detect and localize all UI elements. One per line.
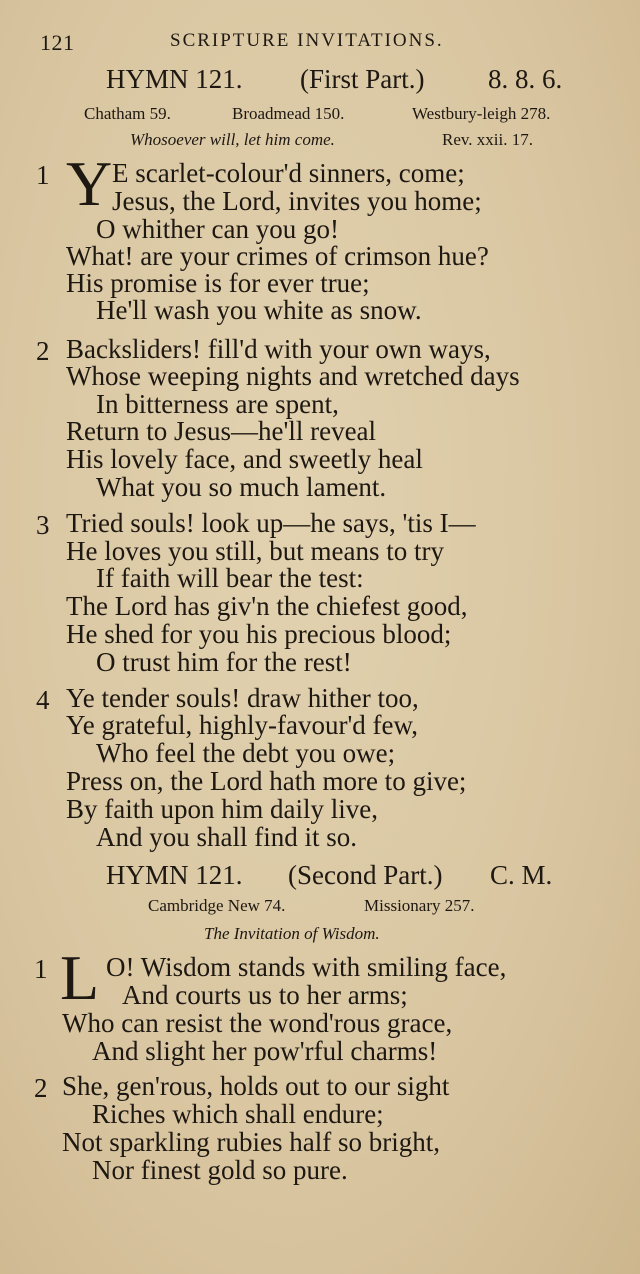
verse-line: Who feel the debt you owe; xyxy=(96,738,396,768)
verse-line: If faith will bear the test: xyxy=(96,563,364,593)
verse-line: O trust him for the rest! xyxy=(96,647,352,677)
verse-line: Ye tender souls! draw hither too, xyxy=(66,683,419,713)
page-number: 121 xyxy=(40,30,75,55)
hymn1-reference: Rev. xxii. 17. xyxy=(442,130,533,149)
hymn1-tune: Chatham 59. xyxy=(84,104,171,123)
verse-line: O whither can you go! xyxy=(96,214,339,244)
stanza-number: 2 xyxy=(34,1073,48,1103)
verse-line: His lovely face, and sweetly heal xyxy=(66,444,423,474)
hymn2-tune: Missionary 257. xyxy=(364,896,475,915)
hymn1-tune: Westbury-leigh 278. xyxy=(412,104,551,123)
drop-cap: L xyxy=(60,942,100,1013)
stanza-number: 4 xyxy=(36,685,50,715)
verse-line: He loves you still, but means to try xyxy=(66,536,444,566)
verse-line: Nor finest gold so pure. xyxy=(92,1155,348,1185)
verse-line: E scarlet-colour'd sinners, come; xyxy=(112,158,465,188)
hymn2-title: HYMN 121. xyxy=(106,860,243,890)
verse-line: His promise is for ever true; xyxy=(66,268,370,298)
verse-line: He shed for you his precious blood; xyxy=(66,619,452,649)
verse-line: What you so much lament. xyxy=(96,472,387,502)
verse-line: Jesus, the Lord, invites you home; xyxy=(112,186,482,216)
hymn2-tune: Cambridge New 74. xyxy=(148,896,286,915)
stanza-number: 1 xyxy=(34,954,48,984)
hymn2-epigraph: The Invitation of Wisdom. xyxy=(204,924,380,943)
verse-line: Not sparkling rubies half so bright, xyxy=(62,1127,440,1157)
verse-line: The Lord has giv'n the chiefest good, xyxy=(66,591,468,621)
verse-line: By faith upon him daily live, xyxy=(66,794,378,824)
stanza-number: 1 xyxy=(36,160,50,190)
verse-line: Press on, the Lord hath more to give; xyxy=(66,766,467,796)
verse-line: What! are your crimes of crimson hue? xyxy=(66,241,489,271)
verse-line: Riches which shall endure; xyxy=(92,1099,384,1129)
hymn1-epigraph: Whosoever will, let him come. xyxy=(130,130,335,149)
stanza-number: 2 xyxy=(36,336,50,366)
verse-line: Tried souls! look up—he says, 'tis I— xyxy=(66,508,476,538)
verse-line: Return to Jesus—he'll reveal xyxy=(66,416,377,446)
hymn1-tune: Broadmead 150. xyxy=(232,104,345,123)
running-title: SCRIPTURE INVITATIONS. xyxy=(170,30,444,51)
verse-line: Who can resist the wond'rous grace, xyxy=(62,1008,453,1038)
verse-line: He'll wash you white as snow. xyxy=(96,295,422,325)
verse-line: O! Wisdom stands with smiling face, xyxy=(106,952,507,982)
verse-line: And slight her pow'rful charms! xyxy=(92,1036,438,1066)
verse-line: In bitterness are spent, xyxy=(96,389,339,419)
verse-line: Backsliders! fill'd with your own ways, xyxy=(66,334,491,364)
hymn2-meter: C. M. xyxy=(490,860,553,890)
verse-line: Ye grateful, highly-favour'd few, xyxy=(66,710,419,740)
hymn2-part: (Second Part.) xyxy=(288,860,443,890)
hymn1-part: (First Part.) xyxy=(300,64,425,94)
verse-line: And you shall find it so. xyxy=(96,822,357,852)
hymn1-title: HYMN 121. xyxy=(106,64,243,94)
verse-line: Whose weeping nights and wretched days xyxy=(66,361,520,391)
verse-line: And courts us to her arms; xyxy=(122,980,408,1010)
hymn1-meter: 8. 8. 6. xyxy=(488,64,563,94)
drop-cap: Y xyxy=(66,148,113,219)
stanza-number: 3 xyxy=(36,510,50,540)
verse-line: She, gen'rous, holds out to our sight xyxy=(62,1071,450,1101)
